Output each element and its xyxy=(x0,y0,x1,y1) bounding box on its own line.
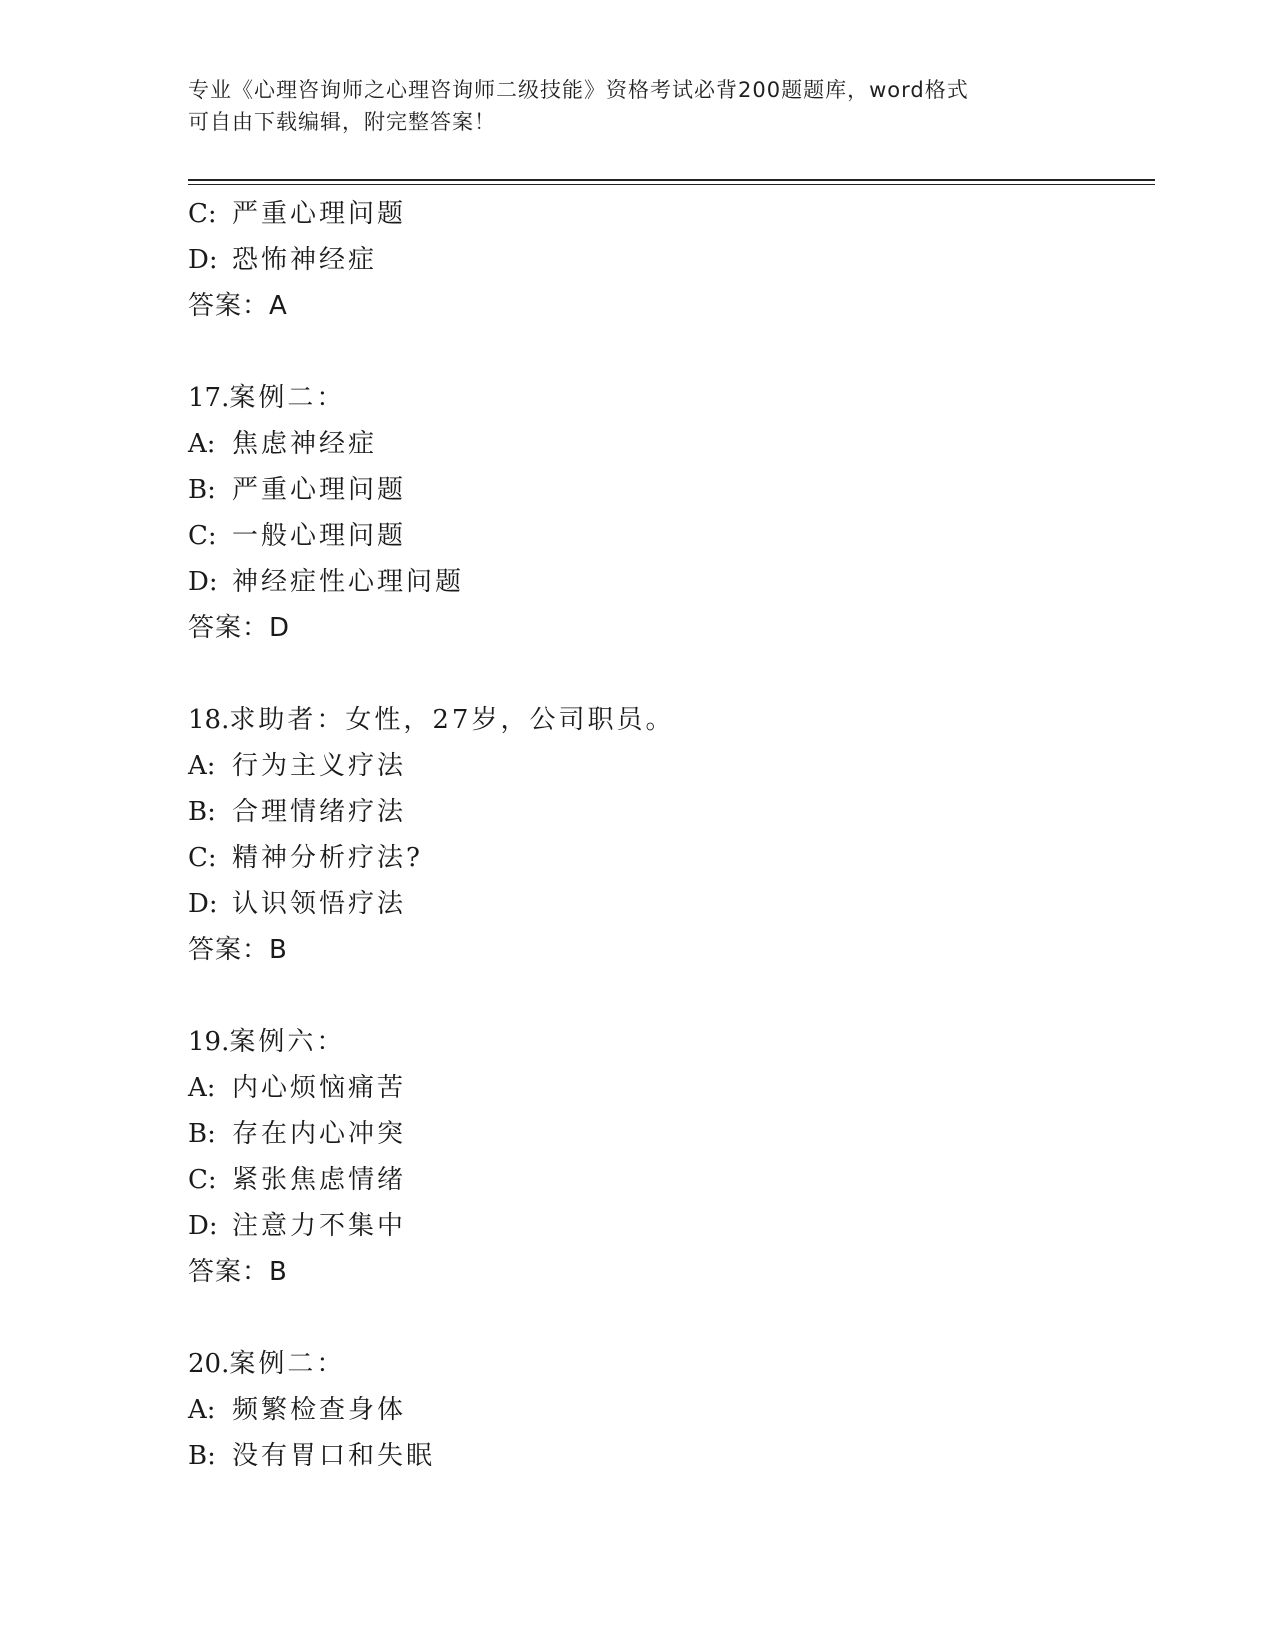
spacer xyxy=(188,1295,1148,1341)
option-text: 紧张焦虑情绪 xyxy=(232,1165,407,1195)
option-key: A: xyxy=(188,1073,216,1103)
option-row xyxy=(188,1203,1148,1249)
option-key: C: xyxy=(188,1165,217,1195)
question-stem xyxy=(188,375,1148,421)
spacer xyxy=(188,973,1148,1019)
spacer xyxy=(188,651,1148,697)
option-key: C: xyxy=(188,199,217,229)
option-row xyxy=(188,421,1148,467)
answer-line: 答案：A xyxy=(188,291,288,321)
option-row xyxy=(188,559,1148,605)
option-text: 频繁检查身体 xyxy=(232,1395,407,1425)
option-key: A: xyxy=(188,751,216,781)
option-row xyxy=(188,1433,1148,1479)
option-row xyxy=(188,1157,1148,1203)
option-key: B: xyxy=(188,1119,216,1149)
option-text: 内心烦恼痛苦 xyxy=(232,1073,407,1103)
option-row xyxy=(188,1387,1148,1433)
answer-line: 答案：B xyxy=(188,1257,288,1287)
option-text: 合理情绪疗法 xyxy=(232,797,407,827)
option-key: D: xyxy=(188,245,218,275)
option-row xyxy=(188,743,1148,789)
option-row xyxy=(188,789,1148,835)
question-list xyxy=(188,191,1148,1479)
header-title-line-2: 可自由下载编辑，附完整答案！ xyxy=(188,110,496,134)
option-key: D: xyxy=(188,889,218,919)
option-key: D: xyxy=(188,567,218,597)
option-key: D: xyxy=(188,1211,218,1241)
option-row xyxy=(188,1065,1148,1111)
option-text: 没有胃口和失眠 xyxy=(232,1441,436,1471)
option-text: 行为主义疗法 xyxy=(232,751,407,781)
option-key: C: xyxy=(188,521,217,551)
option-key: A: xyxy=(188,1395,216,1425)
question-text: 求助者：女性，27岁，公司职员。 xyxy=(229,705,675,735)
option-text: 存在内心冲突 xyxy=(232,1119,407,1149)
option-row xyxy=(188,881,1148,927)
question-text: 案例二： xyxy=(229,383,346,413)
spacer xyxy=(188,329,1148,375)
option-key: B: xyxy=(188,475,216,505)
question-number: 19. xyxy=(188,1027,230,1057)
option-text: 一般心理问题 xyxy=(232,521,407,551)
header-divider xyxy=(188,179,1155,185)
option-text: 严重心理问题 xyxy=(232,199,407,229)
option-key: B: xyxy=(188,1441,216,1471)
answer-line: 答案：D xyxy=(188,613,291,643)
option-text: 恐怖神经症 xyxy=(232,245,378,275)
question-text: 案例六： xyxy=(229,1027,346,1057)
option-text: 严重心理问题 xyxy=(232,475,407,505)
option-key: A: xyxy=(188,429,216,459)
option-row xyxy=(188,237,1148,283)
option-row xyxy=(188,191,1148,237)
option-text: 精神分析疗法? xyxy=(232,843,423,873)
option-row xyxy=(188,1111,1148,1157)
question-stem xyxy=(188,1019,1148,1065)
option-text: 神经症性心理问题 xyxy=(232,567,465,597)
question-stem xyxy=(188,697,1148,743)
question-number: 20. xyxy=(188,1349,230,1379)
question-stem xyxy=(188,1341,1148,1387)
question-text: 案例二： xyxy=(229,1349,346,1379)
option-key: C: xyxy=(188,843,217,873)
option-text: 焦虑神经症 xyxy=(232,429,378,459)
header-title-line-1: 专业《心理咨询师之心理咨询师二级技能》资格考试必背200题题库，word格式 xyxy=(188,78,969,102)
option-row xyxy=(188,835,1148,881)
answer-line: 答案：B xyxy=(188,935,288,965)
question-number: 17. xyxy=(188,383,230,413)
option-row xyxy=(188,467,1148,513)
document-header xyxy=(188,74,1068,138)
option-row xyxy=(188,513,1148,559)
option-key: B: xyxy=(188,797,216,827)
question-number: 18. xyxy=(188,705,230,735)
option-text: 认识领悟疗法 xyxy=(232,889,407,919)
option-text: 注意力不集中 xyxy=(232,1211,407,1241)
